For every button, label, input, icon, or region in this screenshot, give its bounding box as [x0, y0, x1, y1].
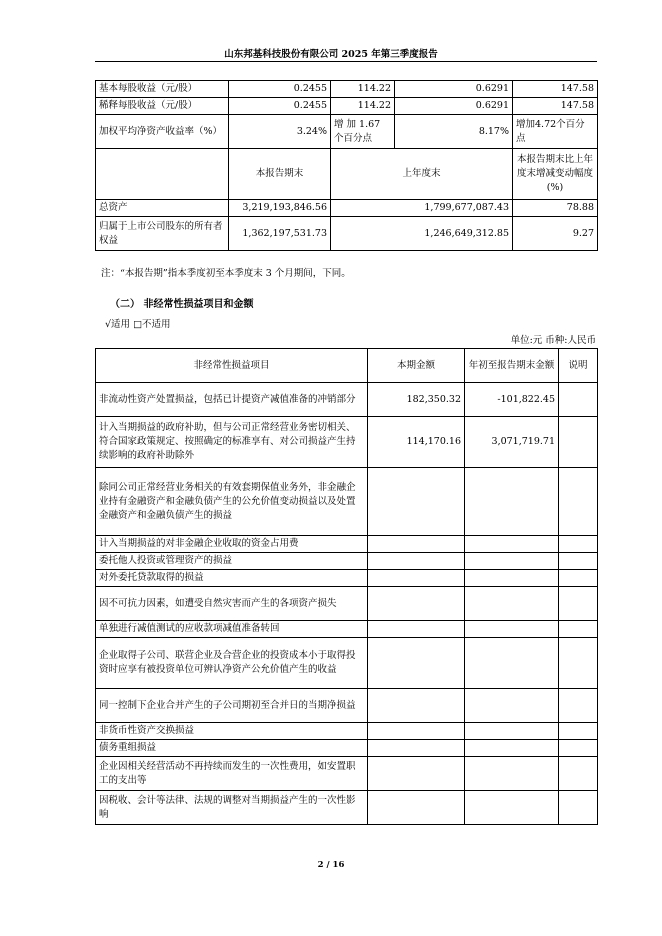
table-row: [96, 536, 598, 553]
applicability-checkbox-text: √适用 □不适用: [105, 319, 171, 330]
table-row: [96, 81, 598, 98]
row-label: 基本每股收益（元/股）: [96, 81, 229, 98]
row-label: 归属于上市公司股东的所有者权益: [96, 217, 229, 251]
table-cell: [465, 740, 559, 757]
row-label: 总资产: [96, 200, 229, 217]
table-cell: [368, 468, 465, 536]
item-label: 企业因相关经营活动不再持续而发生的一次性费用，如安置职工的支出等: [96, 757, 368, 791]
header-divider: [95, 61, 597, 62]
table-row: [96, 791, 598, 825]
item-label: 计入当期损益的政府补助，但与公司正常经营业务密切相关、符合国家政策规定、按照确定的标准享有、对公司损益产生持续影响的政府补助除外: [96, 417, 368, 468]
footnote: 注：“本报告期”指本季度初至本季度末 3 个月期间，下同。: [101, 268, 351, 279]
table-cell: 114.22: [331, 81, 395, 98]
table-cell: [465, 536, 559, 553]
table-header-row: [96, 349, 598, 383]
row-label: 加权平均净资产收益率（%）: [96, 115, 229, 149]
item-label: 企业取得子公司、联营企业及合营企业的投资成本小于取得投资时应享有被投资单位可辨认净资产公允价值产生的收益: [96, 638, 368, 689]
table-cell: [559, 468, 598, 536]
table-cell: [465, 553, 559, 570]
column-header-item: 非经常性损益项目: [96, 349, 368, 383]
table-cell: 0.2455: [229, 81, 331, 98]
table-row: [96, 553, 598, 570]
table-cell: [465, 689, 559, 723]
table-cell: 9.27: [513, 217, 598, 251]
table-row: [96, 723, 598, 740]
table-cell: [465, 638, 559, 689]
table-cell: [559, 740, 598, 757]
table-row: [96, 217, 598, 251]
column-header-ytd: 年初至报告期末金额: [465, 349, 559, 383]
table-cell: 147.58: [513, 81, 598, 98]
table-cell: [368, 791, 465, 825]
table-cell: [559, 638, 598, 689]
table-cell: [368, 740, 465, 757]
table-row: [96, 200, 598, 217]
table-cell: [559, 536, 598, 553]
table-cell: [559, 587, 598, 621]
row-label: 稀释每股收益（元/股）: [96, 98, 229, 115]
table-cell: 1,246,649,312.85: [331, 217, 513, 251]
item-label: 因税收、会计等法律、法规的调整对当期损益产生的一次性影响: [96, 791, 368, 825]
table-cell: 182,350.32: [368, 383, 465, 417]
table-cell: [465, 468, 559, 536]
table-cell: 114.22: [331, 98, 395, 115]
table-cell: [559, 757, 598, 791]
table-cell: 3,071,719.71: [465, 417, 559, 468]
table-cell: [368, 723, 465, 740]
table-cell: [559, 723, 598, 740]
table-cell: 8.17%: [395, 115, 513, 149]
table-cell: [465, 791, 559, 825]
table-row: [96, 383, 598, 417]
table-cell: 3.24%: [229, 115, 331, 149]
table-cell: [465, 587, 559, 621]
table-row: [96, 621, 598, 638]
item-label: 对外委托贷款取得的损益: [96, 570, 368, 587]
table-header-row: [96, 149, 598, 200]
table-cell: [368, 638, 465, 689]
item-label: 单独进行减值测试的应收款项减值准备转回: [96, 621, 368, 638]
item-label: 同一控制下企业合并产生的子公司期初至合并日的当期净损益: [96, 689, 368, 723]
table-cell: 78.88: [513, 200, 598, 217]
table-cell: [559, 553, 598, 570]
table-cell: [465, 621, 559, 638]
empty-header-cell: [96, 149, 229, 200]
table-row: [96, 115, 598, 149]
table-cell: [465, 757, 559, 791]
table-cell: [368, 689, 465, 723]
column-header: 本报告期末: [229, 149, 331, 200]
table-row: [96, 570, 598, 587]
table-row: [96, 587, 598, 621]
table-row: [96, 689, 598, 723]
financial-indicators-table: [95, 80, 598, 251]
table-cell: [368, 536, 465, 553]
table-row: [96, 757, 598, 791]
table-cell: 1,799,677,087.43: [331, 200, 513, 217]
item-label: 因不可抗力因素，如遭受自然灾害而产生的各项资产损失: [96, 587, 368, 621]
table-cell: [368, 757, 465, 791]
table-cell: [559, 570, 598, 587]
table-cell: [559, 621, 598, 638]
table-row: [96, 740, 598, 757]
table-cell: [559, 417, 598, 468]
table-cell: 147.58: [513, 98, 598, 115]
item-label: 非货币性资产交换损益: [96, 723, 368, 740]
column-header: 上年度末: [331, 149, 513, 200]
table-cell: [368, 570, 465, 587]
table-cell: [559, 689, 598, 723]
item-label: 债务重组损益: [96, 740, 368, 757]
table-row: [96, 468, 598, 536]
table-cell: 114,170.16: [368, 417, 465, 468]
table-cell: -101,822.45: [465, 383, 559, 417]
table-cell: 0.2455: [229, 98, 331, 115]
item-label: 非流动性资产处置损益，包括已计提资产减值准备的冲销部分: [96, 383, 368, 417]
table-row: [96, 417, 598, 468]
table-cell: 1,362,197,531.73: [229, 217, 331, 251]
document-header-title: 山东邦基科技股份有限公司 2025 年第三季度报告: [224, 49, 438, 60]
non-recurring-items-table: [95, 348, 598, 825]
table-cell: 0.6291: [395, 81, 513, 98]
item-label: 计入当期损益的对非金融企业收取的资金占用费: [96, 536, 368, 553]
column-header-remark: 说明: [559, 349, 598, 383]
item-label: 委托他人投资或管理资产的损益: [96, 553, 368, 570]
page-number: 2 / 16: [317, 860, 345, 870]
unit-currency-label: 单位:元 币种:人民币: [510, 335, 596, 346]
column-header-current: 本期金额: [368, 349, 465, 383]
table-cell: 0.6291: [395, 98, 513, 115]
table-cell: [465, 570, 559, 587]
table-cell: [368, 621, 465, 638]
table-cell: [368, 587, 465, 621]
table-cell: 3,219,193,846.56: [229, 200, 331, 217]
table-cell: 增加4.72个百分点: [513, 115, 598, 149]
table-cell: [559, 383, 598, 417]
table-row: [96, 98, 598, 115]
table-row: [96, 638, 598, 689]
section-title: （二） 非经常性损益项目和金额: [110, 299, 254, 310]
column-header: 本报告期末比上年度末增减变动幅度(%): [513, 149, 598, 200]
table-cell: [559, 791, 598, 825]
table-cell: [465, 723, 559, 740]
table-cell: 增 加 1.67 个百分点: [331, 115, 395, 149]
table-cell: [368, 553, 465, 570]
item-label: 除同公司正常经营业务相关的有效套期保值业务外，非金融企业持有金融资产和金融负债产生的公允价值变动损益以及处置金融资产和金融负债产生的损益: [96, 468, 368, 536]
